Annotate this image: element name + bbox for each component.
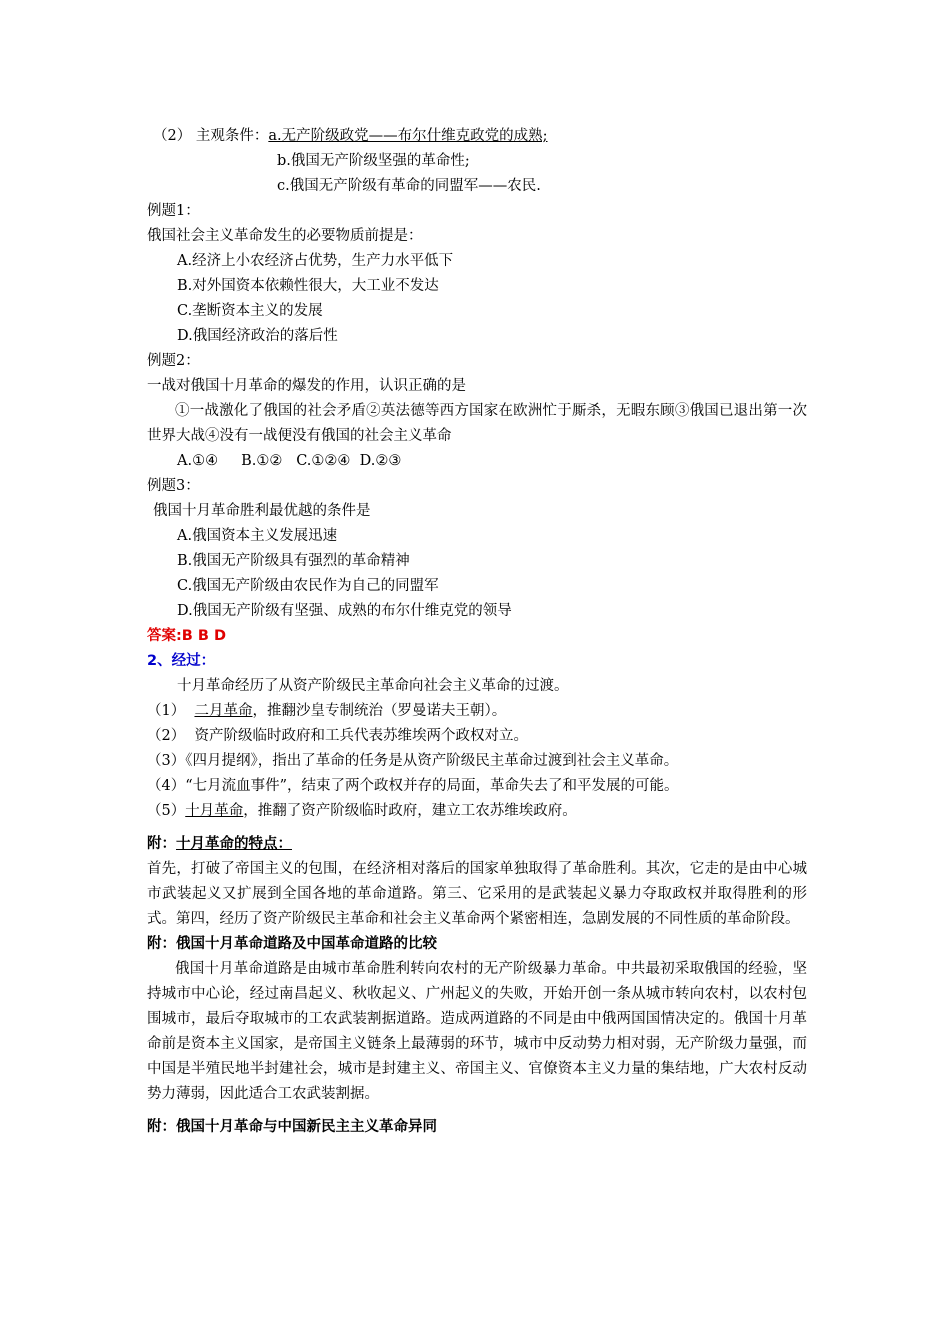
example-1-title: 例题1： xyxy=(147,203,200,219)
step-1-event: 二月革命 xyxy=(194,703,253,719)
example-3-question: 俄国十月革命胜利最优越的条件是 xyxy=(153,503,371,519)
process-step-4: （4）“七月流血事件”，结束了两个政权并存的局面，革命失去了和平发展的可能。 xyxy=(147,778,679,794)
example-2-options: A.①④ B.①② C.①②④ D.②③ xyxy=(177,453,402,469)
document-page xyxy=(147,124,807,1140)
step-1-number: （1） xyxy=(147,703,195,719)
spacer xyxy=(147,1107,807,1115)
compare-heading: 附：俄国十月革命道路及中国革命道路的比较 xyxy=(147,936,437,952)
condition-c: c.俄国无产阶级有革命的同盟军——农民. xyxy=(277,178,541,194)
process-intro: 十月革命经历了从资产阶级民主革命向社会主义革命的过渡。 xyxy=(177,678,569,694)
process-step-5 xyxy=(147,799,807,824)
example-3-option-a: A.俄国资本主义发展迅速 xyxy=(177,528,338,544)
features-heading-prefix: 附： xyxy=(147,836,176,852)
example-1-option-c: C.垄断资本主义的发展 xyxy=(177,303,323,319)
step-5-event: 十月革命 xyxy=(185,803,244,819)
example-1-option-b: B.对外国资本依赖性很大，大工业不发达 xyxy=(177,278,439,294)
condition-b: b.俄国无产阶级坚强的革命性; xyxy=(277,153,470,169)
step-1-text: ，推翻沙皇专制统治（罗曼诺夫王朝）。 xyxy=(252,703,507,719)
example-3-option-d: D.俄国无产阶级有坚强、成熟的布尔什维克党的领导 xyxy=(177,603,512,619)
answer-line: 答案:B B D xyxy=(147,628,227,644)
spacer xyxy=(147,824,807,832)
step-5-text: ，推翻了资产阶级临时政府，建立工农苏维埃政府。 xyxy=(243,803,577,819)
features-heading xyxy=(147,832,807,857)
features-heading-title: 十月革命的特点： xyxy=(176,836,292,852)
step-5-number: （5） xyxy=(147,803,186,819)
example-1-question: 俄国社会主义革命发生的必要物质前提是： xyxy=(147,228,423,244)
process-step-3: （3）《四月提纲》，指出了革命的任务是从资产阶级民主革命过渡到社会主义革命。 xyxy=(147,753,679,769)
example-3-option-b: B.俄国无产阶级具有强烈的革命精神 xyxy=(177,553,410,569)
example-3-option-c: C.俄国无产阶级由农民作为自己的同盟军 xyxy=(177,578,439,594)
example-2-title: 例题2： xyxy=(147,353,200,369)
process-heading: 2、经过： xyxy=(147,653,216,669)
final-heading: 附：俄国十月革命与中国新民主主义革命异同 xyxy=(147,1119,437,1135)
condition-a: a.无产阶级政党——布尔什维克政党的成熟; xyxy=(268,128,548,144)
example-2-question: 一战对俄国十月革命的爆发的作用，认识正确的是 xyxy=(147,378,466,394)
example-1-option-a: A.经济上小农经济占优势，生产力水平低下 xyxy=(177,253,454,269)
features-text: 首先，打破了帝国主义的包围，在经济相对落后的国家单独取得了革命胜利。其次，它走的是由中心城市武装起义又扩展到全国各地的革命道路。第三、它采用的是武装起义暴力夺取政权并取得胜利的形式。第四，经历了资产阶级民主革命和社会主义革命两个紧密相连，急剧发展的不同性质的革命阶段。 xyxy=(147,861,807,927)
process-step-2: （2） 资产阶级临时政府和工兵代表苏维埃两个政权对立。 xyxy=(147,728,528,744)
conditions-label: （2） 主观条件： xyxy=(153,128,269,144)
example-1-option-d: D.俄国经济政治的落后性 xyxy=(177,328,338,344)
example-3-title: 例题3： xyxy=(147,478,200,494)
example-2-stem: ①一战激化了俄国的社会矛盾②英法德等西方国家在欧洲忙于厮杀，无暇东顾③俄国已退出第一次世界大战④没有一战便没有俄国的社会主义革命 xyxy=(147,403,807,444)
process-step-1 xyxy=(147,699,807,724)
compare-text: 俄国十月革命道路是由城市革命胜利转向农村的无产阶级暴力革命。中共最初采取俄国的经验，坚持城市中心论，经过南昌起义、秋收起义、广州起义的失败，开始开创一条从城市转向农村，以农村包围城市，最后夺取城市的工农武装割据道路。造成两道路的不同是由中俄两国国情决定的。俄国十月革命前是资本主义国家，是帝国主义链条上最薄弱的环节，城市中反动势力相对弱，无产阶级力量强，而中国是半殖民地半封建社会，城市是封建主义、帝国主义、官僚资本主义力量的集结地，广大农村反动势力薄弱，因此适合工农武装割据。 xyxy=(147,961,807,1102)
subjective-conditions-line xyxy=(147,124,807,149)
